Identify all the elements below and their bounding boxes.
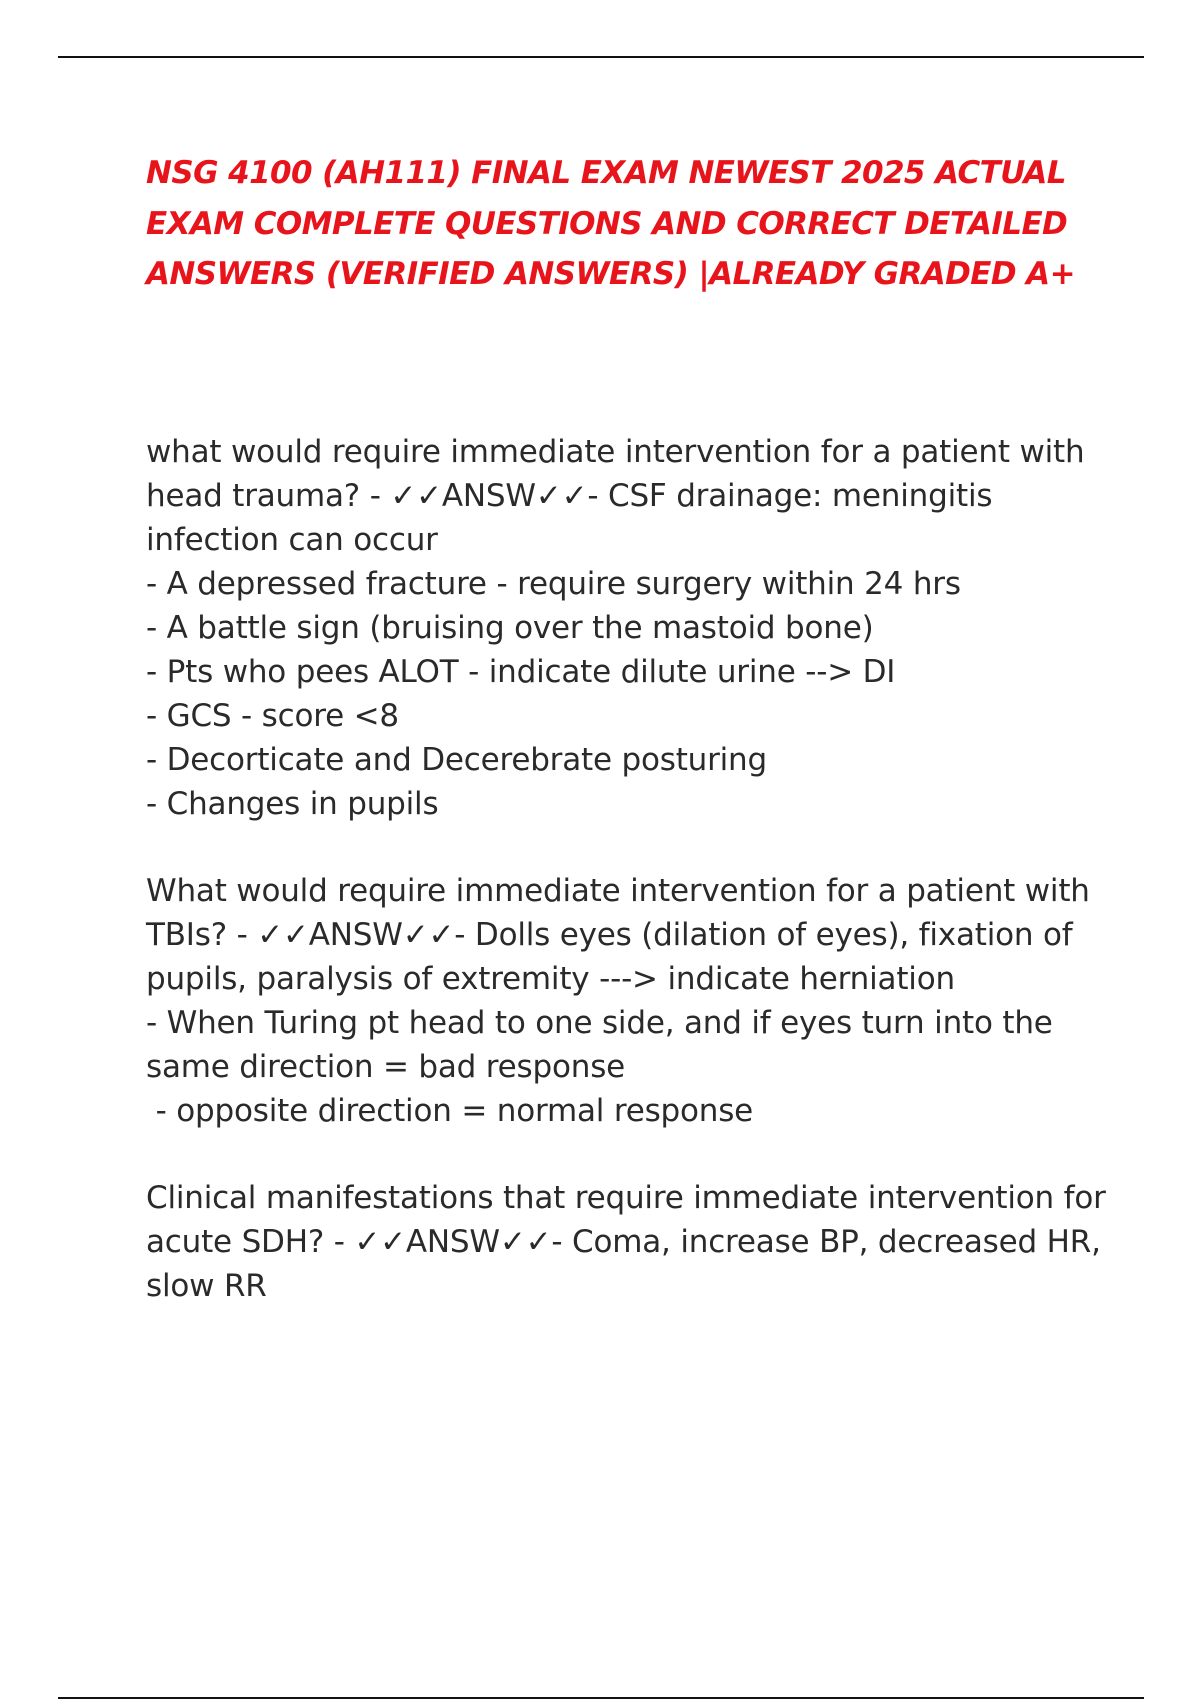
document-body — [146, 430, 1106, 1351]
footer-rule — [58, 1697, 1144, 1699]
qa-line: - Decorticate and Decerebrate posturing — [146, 742, 767, 778]
document-title: NSG 4100 (AH111) FINAL EXAM NEWEST 2025 ACTUAL EXAM COMPLETE QUESTIONS AND CORRECT DETAILED ANSWERS (VERIFIED ANSWERS) |ALREADY GRADED A+ — [146, 155, 1075, 292]
qa-line: What would require immediate intervention for a patient with TBIs? - ✓✓ANSW✓✓- Dolls eyes (dilation of eyes), fixation of pupils, paralysis of extremity ---> indicate herniation — [146, 873, 1090, 997]
qa-line: - Changes in pupils — [146, 786, 439, 822]
header-rule — [58, 56, 1144, 58]
qa-block-head-trauma — [146, 430, 1106, 826]
qa-block-sdh — [146, 1176, 1106, 1308]
qa-block-tbi — [146, 869, 1106, 1133]
qa-line: what would require immediate intervention for a patient with head trauma? - ✓✓ANSW✓✓- CSF drainage: meningitis infection can occur — [146, 434, 1085, 558]
qa-line: - Pts who pees ALOT - indicate dilute urine --> DI — [146, 654, 896, 690]
qa-line: - GCS - score <8 — [146, 698, 399, 734]
qa-line: - A battle sign (bruising over the mastoid bone) — [146, 610, 874, 646]
qa-line: - When Turing pt head to one side, and if eyes turn into the same direction = bad response — [146, 1005, 1053, 1085]
qa-line: Clinical manifestations that require immediate intervention for acute SDH? - ✓✓ANSW✓✓- Coma, increase BP, decreased HR, slow RR — [146, 1180, 1106, 1304]
qa-line: - opposite direction = normal response — [146, 1093, 754, 1129]
qa-line: - A depressed fracture - require surgery within 24 hrs — [146, 566, 961, 602]
